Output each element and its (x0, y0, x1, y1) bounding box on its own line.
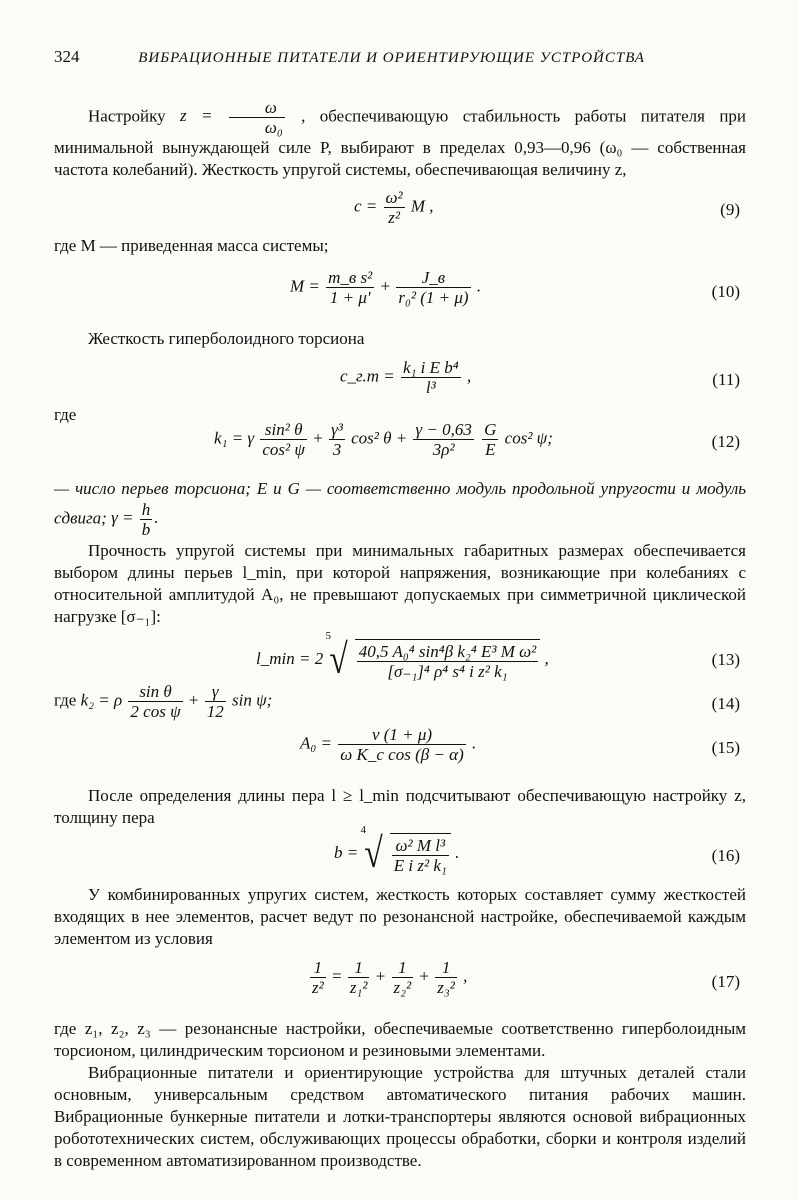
equation-number-13: (13) (711, 650, 740, 669)
equation-number-11: (11) (712, 370, 740, 389)
p1-start: Настройку (88, 106, 166, 126)
page-number: 324 (54, 47, 80, 66)
paragraph-10: где z₁, z₂, z₃ — резонансные настройки, обеспечиваемые соответственно гиперболоидным торсионом, цилиндрическим торсионом и резиновыми элементами. (54, 1019, 746, 1060)
equation-number-15: (15) (711, 738, 740, 757)
paragraph-6: Прочность упругой системы при минимальных габаритных размерах обеспечивается выбором длины перьев l_min, при которой напряжения, возникающие при колебаниях с относительной амплитудой A₀, не превышают допускаемых при симметричной циклической нагрузке [σ₋₁]: (54, 541, 746, 626)
running-header (54, 47, 645, 67)
equation-number-10: (10) (711, 282, 740, 301)
gamma-definition: γ = $\frac{h}{b}$ . (111, 500, 159, 539)
equation-12: k₁ = γ $\frac{\text{sin² θ}}{\text{cos² ψ}}$ + $\frac{\text{γ³}}{3}$ cos² θ + $\frac{\gamma - 0,63}{\text{3ρ²}}$ $\frac{G}{E}$ cos² ψ; (214, 420, 553, 459)
equation-number-14: (14) (711, 694, 740, 713)
z-definition: z = $\frac{\omega}{\text{ω₀}}$ (180, 98, 283, 137)
equation-number-9: (9) (720, 200, 740, 219)
radical-13: 5 √ $\frac{\text{40,5 A₀⁴ sin⁴β k₂⁴ E³ M ω²}}{\text{[σ₋₁]⁴ ρ⁴ s⁴ i z² k₁}}$ (327, 636, 540, 684)
paragraph-5: — число перьев торсиона; E и G — соответственно модуль продольной упругости и модуль сдвига; γ = $\frac{h}{b}$ . (54, 479, 746, 539)
paragraph-11: Вибрационные питатели и ориентирующие устройства для штучных деталей стали основным, универсальным средством автоматического питания рабочих машин. Вибрационные бункерные питатели и лотки-транспортеры являются основой вибрационных робототехнических систем, обслуживающих процессы обработки, сборки и контроля изделий в современном автоматизированном производстве. (54, 1063, 746, 1170)
paragraph-3: Жесткость гиперболоидного торсиона (88, 329, 365, 348)
equation-17: $\frac{1}{\text{z²}}$ = $\frac{1}{\text{z₁²}}$ + $\frac{1}{\text{z₂²}}$ + $\frac{1}{\text{z₃²}}$ , (312, 958, 468, 997)
paragraph-2: где M — приведенная масса системы; (54, 236, 329, 255)
equation-number-12: (12) (711, 432, 740, 451)
equation-13: l_min = 2 5 √ $\frac{\text{40,5 A₀⁴ sin⁴β k₂⁴ E³ M ω²}}{\text{[σ₋₁]⁴ ρ⁴ s⁴ i z² k₁}}$ , (256, 630, 549, 683)
paragraph-8: После определения длины пера l ≥ l_min подсчитывают обеспечивающую настройку z, толщину пера (54, 786, 746, 827)
equation-11: c_г.т = $\frac{\text{k₁ i E b⁴}}{\text{l³}}$ , (340, 358, 472, 397)
equation-number-17: (17) (711, 972, 740, 991)
equation-9: c = $\frac{\text{ω²}}{\text{z²}}$ M , (354, 188, 434, 227)
equation-15: A₀ = $\frac{v (1 + \mu)}{\text{ω K\_c cos (β − α)}}$ . (300, 725, 477, 764)
paragraph-1 (54, 98, 746, 181)
radical-16: 4 √ $\frac{\text{ω² M l³}}{\text{E i z² k₁}}$ (362, 830, 450, 878)
equation-16: b = 4 √ $\frac{\text{ω² M l³}}{\text{E i z² k₁}}$ . (334, 824, 460, 877)
paragraph-9: У комбинированных упругих систем, жесткость которых составляет сумму жесткостей входящих в нее элементов, расчет ведут по резонансной настройке, обеспечиваемой каждым элементом из условия (54, 885, 746, 948)
running-title: ВИБРАЦИОННЫЕ ПИТАТЕЛИ И ОРИЕНТИРУЮЩИЕ УСТРОЙСТВА (138, 50, 645, 66)
equation-14: где k₂ = ρ $\frac{\text{sin θ}}{\text{2 cos ψ}}$ + $\frac{\gamma}{12}$ sin ψ; (54, 682, 273, 721)
p1-rest: , обеспечивающую стабильность работы питателя при минимальной вынуждающей силе P, выбирают в пределах 0,93—0,96 (ω₀ — собственная частота колебаний). Жесткость упругой системы, обеспечивающая величину z, (54, 106, 747, 179)
equation-number-16: (16) (711, 846, 740, 865)
paragraph-4: где (54, 405, 77, 424)
equation-10: M = $\frac{\text{m\_в s²}}{1 + \mu'}$ + $\frac{J\_в}{\text{r₀² (1 + μ)}}$ . (290, 268, 482, 307)
